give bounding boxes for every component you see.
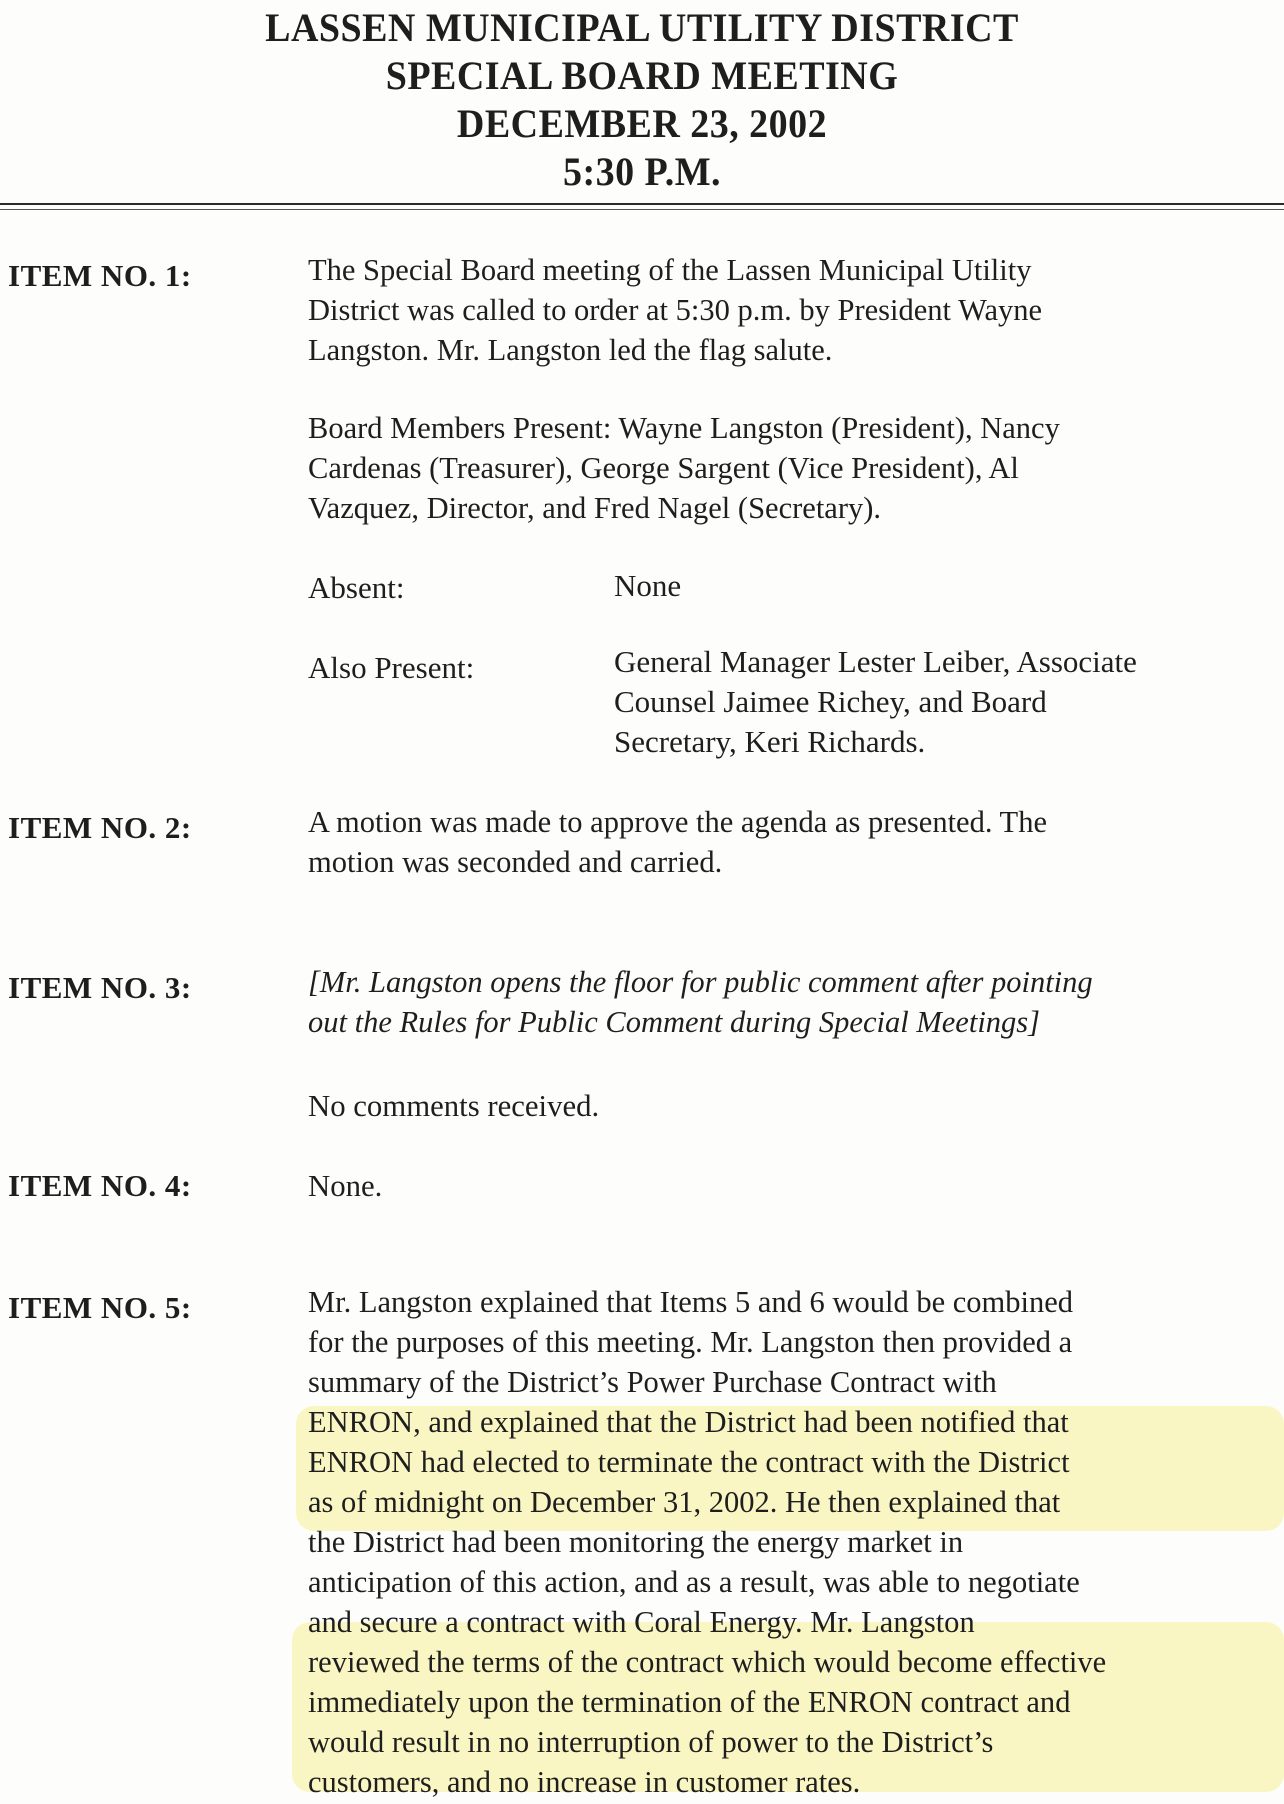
text-line: immediately upon the termination of the ENRON contract and (308, 1684, 1071, 1719)
header-divider (0, 203, 1284, 205)
board-members-present (308, 408, 1280, 528)
item-2-label: ITEM NO. 2: (8, 810, 192, 845)
text-line: Vazquez, Director, and Fred Nagel (Secretary). (308, 490, 882, 525)
text-line: anticipation of this action, and as a result, was able to negotiate (308, 1564, 1080, 1599)
text-line: ENRON, and explained that the District had been notified that (308, 1404, 1069, 1439)
header-meeting-date: DECEMBER 23, 2002 (456, 101, 828, 146)
absent-label: Absent: (308, 570, 405, 605)
text-line: A motion was made to approve the agenda as presented. The (308, 804, 1047, 839)
text-line: customers, and no increase in customer rates. (308, 1764, 861, 1799)
header-district-name: LASSEN MUNICIPAL UTILITY DISTRICT (265, 5, 1019, 50)
text-line: out the Rules for Public Comment during Special Meetings] (308, 1004, 1041, 1039)
absent-value: None (614, 568, 682, 603)
text-line: the District had been monitoring the energy market in (308, 1524, 964, 1559)
header-meeting-type: SPECIAL BOARD MEETING (385, 53, 899, 98)
item-1-text (308, 250, 1280, 370)
text-line: Mr. Langston explained that Items 5 and 6 would be combined (308, 1284, 1074, 1319)
also-present-label: Also Present: (308, 650, 475, 685)
header-meeting-time: 5:30 P.M. (562, 149, 722, 194)
text-line: District was called to order at 5:30 p.m. by President Wayne (308, 292, 1043, 327)
also-present-value (614, 642, 1137, 762)
item-3-text (308, 962, 1280, 1042)
text-line: [Mr. Langston opens the floor for public comment after pointing (308, 964, 1093, 999)
text-line: Langston. Mr. Langston led the flag salute. (308, 332, 833, 367)
text-line: The Special Board meeting of the Lassen Municipal Utility (308, 252, 1032, 287)
item-5-text (308, 1282, 1280, 1802)
text-line: for the purposes of this meeting. Mr. Langston then provided a (308, 1324, 1073, 1359)
text-line: General Manager Lester Leiber, Associate (614, 644, 1137, 679)
document-header (0, 4, 1284, 196)
item-3-note: No comments received. (308, 1088, 600, 1123)
header-divider-thin (0, 209, 1284, 210)
item-4-label: ITEM NO. 4: (8, 1168, 192, 1203)
item-5-label: ITEM NO. 5: (8, 1290, 192, 1325)
item-2-text (308, 802, 1280, 882)
text-line: motion was seconded and carried. (308, 844, 723, 879)
text-line: ENRON had elected to terminate the contract with the District (308, 1444, 1070, 1479)
text-line: and secure a contract with Coral Energy. Mr. Langston (308, 1604, 975, 1639)
text-line: Counsel Jaimee Richey, and Board (614, 684, 1047, 719)
text-line: Board Members Present: Wayne Langston (President), Nancy (308, 410, 1060, 445)
text-line: Cardenas (Treasurer), George Sargent (Vice President), Al (308, 450, 1019, 485)
text-line: would result in no interruption of power to the District’s (308, 1724, 994, 1759)
text-line: summary of the District’s Power Purchase Contract with (308, 1364, 997, 1399)
item-1-label: ITEM NO. 1: (8, 258, 192, 293)
text-line: Secretary, Keri Richards. (614, 724, 926, 759)
text-line: reviewed the terms of the contract which would become effective (308, 1644, 1107, 1679)
item-3-label: ITEM NO. 3: (8, 970, 192, 1005)
text-line: as of midnight on December 31, 2002. He then explained that (308, 1484, 1061, 1519)
item-4-text: None. (308, 1168, 383, 1203)
